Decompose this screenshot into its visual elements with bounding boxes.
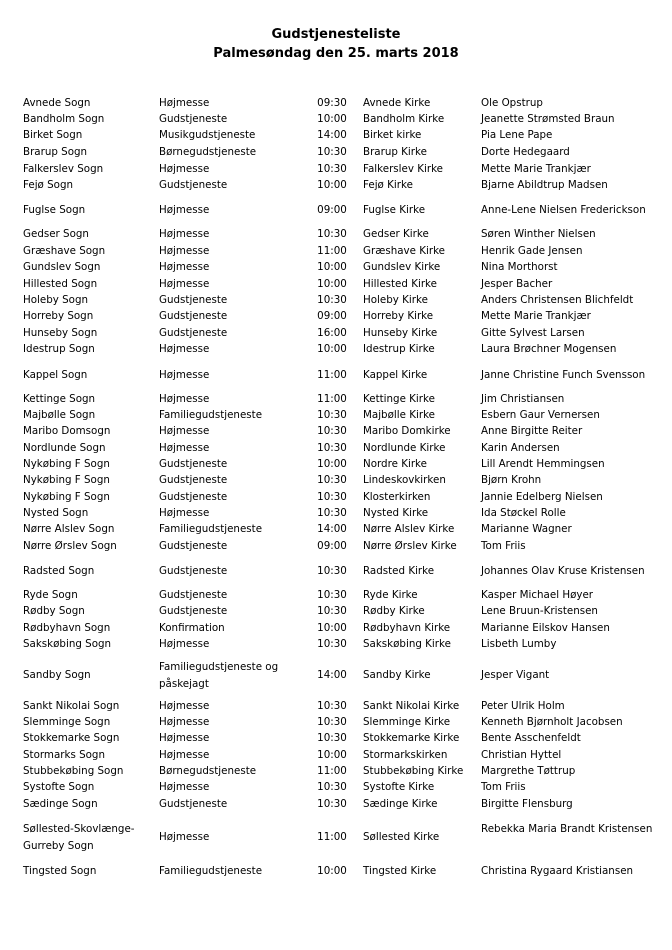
cell-type: Højmesse bbox=[159, 97, 210, 109]
cell-type: Familiegudstjeneste bbox=[159, 409, 263, 421]
cell-sogn: Nykøbing F Sogn bbox=[23, 458, 110, 470]
cell-praest: Jim Christiansen bbox=[481, 393, 565, 405]
cell-kirke: Fuglse Kirke bbox=[363, 204, 426, 216]
cell-praest: Dorte Hedegaard bbox=[481, 146, 570, 158]
cell-praest: Anne Birgitte Reiter bbox=[481, 425, 583, 437]
cell-sogn: Søllested-Skovlænge-Gurreby Sogn bbox=[23, 823, 135, 852]
cell-type: Højmesse bbox=[159, 700, 210, 712]
cell-sogn: Rødby Sogn bbox=[23, 605, 85, 617]
cell-kirke: Sandby Kirke bbox=[363, 669, 431, 681]
cell-kirke: Lindeskovkirken bbox=[363, 474, 446, 486]
cell-kirke: Fejø Kirke bbox=[363, 179, 413, 191]
cell-praest: Lene Bruun-Kristensen bbox=[481, 605, 598, 617]
cell-time: 10:30 bbox=[317, 294, 347, 306]
cell-kirke: Avnede Kirke bbox=[363, 97, 431, 109]
cell-praest: Pia Lene Pape bbox=[481, 129, 553, 141]
cell-time: 11:00 bbox=[317, 831, 347, 843]
cell-praest: Jeanette Strømsted Braun bbox=[481, 113, 615, 125]
cell-time: 10:30 bbox=[317, 507, 347, 519]
cell-kirke: Radsted Kirke bbox=[363, 565, 435, 577]
cell-time: 10:30 bbox=[317, 732, 347, 744]
cell-type: Familiegudstjeneste og påskejagt bbox=[159, 661, 279, 690]
cell-type: Højmesse bbox=[159, 507, 210, 519]
cell-time: 10:00 bbox=[317, 865, 347, 877]
cell-praest: Rebekka Maria Brandt Kristensen bbox=[481, 823, 653, 835]
cell-time: 09:00 bbox=[317, 204, 347, 216]
cell-time: 10:30 bbox=[317, 409, 347, 421]
cell-praest: Anders Christensen Blichfeldt bbox=[481, 294, 634, 306]
cell-sogn: Tingsted Sogn bbox=[23, 865, 97, 877]
cell-kirke: Nordre Kirke bbox=[363, 458, 427, 470]
cell-type: Højmesse bbox=[159, 343, 210, 355]
cell-praest: Bjørn Krohn bbox=[481, 474, 542, 486]
cell-kirke: Birket kirke bbox=[363, 129, 422, 141]
cell-type: Højmesse bbox=[159, 369, 210, 381]
cell-time: 10:00 bbox=[317, 261, 347, 273]
cell-kirke: Stormarkskirken bbox=[363, 749, 448, 761]
cell-sogn: Avnede Sogn bbox=[23, 97, 91, 109]
cell-kirke: Klosterkirken bbox=[363, 491, 431, 503]
cell-kirke: Brarup Kirke bbox=[363, 146, 427, 158]
cell-time: 10:30 bbox=[317, 605, 347, 617]
cell-sogn: Birket Sogn bbox=[23, 129, 83, 141]
cell-praest: Mette Marie Trankjær bbox=[481, 163, 591, 175]
cell-time: 14:00 bbox=[317, 129, 347, 141]
cell-time: 14:00 bbox=[317, 523, 347, 535]
cell-praest: Anne-Lene Nielsen Frederickson bbox=[481, 204, 646, 216]
cell-type: Børnegudstjeneste bbox=[159, 765, 257, 777]
cell-sogn: Nørre Ørslev Sogn bbox=[23, 540, 117, 552]
page-title: Gudstjenesteliste bbox=[271, 27, 401, 42]
cell-kirke: Bandholm Kirke bbox=[363, 113, 445, 125]
cell-type: Musikgudstjeneste bbox=[159, 129, 256, 141]
cell-type: Gudstjeneste bbox=[159, 589, 228, 601]
cell-kirke: Græshave Kirke bbox=[363, 245, 446, 257]
cell-sogn: Falkerslev Sogn bbox=[23, 163, 104, 175]
cell-sogn: Sakskøbing Sogn bbox=[23, 638, 112, 650]
cell-sogn: Nørre Alslev Sogn bbox=[23, 523, 115, 535]
cell-type: Gudstjeneste bbox=[159, 798, 228, 810]
cell-type: Højmesse bbox=[159, 638, 210, 650]
cell-sogn: Bandholm Sogn bbox=[23, 113, 105, 125]
cell-time: 10:00 bbox=[317, 458, 347, 470]
cell-kirke: Kappel Kirke bbox=[363, 369, 428, 381]
cell-time: 10:30 bbox=[317, 565, 347, 577]
cell-type: Gudstjeneste bbox=[159, 113, 228, 125]
cell-praest: Johannes Olav Kruse Kristensen bbox=[481, 565, 645, 577]
cell-kirke: Maribo Domkirke bbox=[363, 425, 451, 437]
cell-type: Børnegudstjeneste bbox=[159, 146, 257, 158]
cell-praest: Ida Støckel Rolle bbox=[481, 507, 566, 519]
cell-type: Højmesse bbox=[159, 716, 210, 728]
cell-type: Gudstjeneste bbox=[159, 474, 228, 486]
cell-kirke: Sankt Nikolai Kirke bbox=[363, 700, 460, 712]
cell-type: Gudstjeneste bbox=[159, 179, 228, 191]
cell-type: Højmesse bbox=[159, 732, 210, 744]
cell-praest: Henrik Gade Jensen bbox=[481, 245, 583, 257]
cell-sogn: Sankt Nikolai Sogn bbox=[23, 700, 120, 712]
cell-type: Gudstjeneste bbox=[159, 565, 228, 577]
cell-time: 16:00 bbox=[317, 327, 347, 339]
cell-type: Gudstjeneste bbox=[159, 294, 228, 306]
cell-sogn: Systofte Sogn bbox=[23, 781, 95, 793]
cell-sogn: Fuglse Sogn bbox=[23, 204, 86, 216]
cell-praest: Bjarne Abildtrup Madsen bbox=[481, 179, 608, 191]
cell-sogn: Nysted Sogn bbox=[23, 507, 89, 519]
cell-sogn: Hillested Sogn bbox=[23, 278, 98, 290]
cell-kirke: Nordlunde Kirke bbox=[363, 442, 446, 454]
cell-sogn: Majbølle Sogn bbox=[23, 409, 96, 421]
cell-time: 09:00 bbox=[317, 310, 347, 322]
cell-praest: Lill Arendt Hemmingsen bbox=[481, 458, 605, 470]
cell-time: 10:30 bbox=[317, 781, 347, 793]
cell-praest: Tom Friis bbox=[481, 781, 526, 793]
cell-sogn: Hunseby Sogn bbox=[23, 327, 98, 339]
cell-praest: Lisbeth Lumby bbox=[481, 638, 557, 650]
cell-sogn: Gundslev Sogn bbox=[23, 261, 101, 273]
cell-time: 09:00 bbox=[317, 540, 347, 552]
cell-praest: Laura Brøchner Mogensen bbox=[481, 343, 617, 355]
cell-type: Højmesse bbox=[159, 831, 210, 843]
cell-sogn: Nykøbing F Sogn bbox=[23, 474, 110, 486]
cell-sogn: Stokkemarke Sogn bbox=[23, 732, 120, 744]
cell-type: Højmesse bbox=[159, 781, 210, 793]
cell-time: 10:30 bbox=[317, 425, 347, 437]
cell-type: Gudstjeneste bbox=[159, 310, 228, 322]
cell-kirke: Horreby Kirke bbox=[363, 310, 434, 322]
cell-kirke: Nysted Kirke bbox=[363, 507, 429, 519]
cell-type: Gudstjeneste bbox=[159, 491, 228, 503]
cell-kirke: Rødby Kirke bbox=[363, 605, 425, 617]
cell-kirke: Stubbekøbing Kirke bbox=[363, 765, 464, 777]
cell-praest: Marianne Wagner bbox=[481, 523, 572, 535]
cell-praest: Margrethe Tøttrup bbox=[481, 765, 576, 777]
cell-type: Højmesse bbox=[159, 749, 210, 761]
cell-time: 11:00 bbox=[317, 765, 347, 777]
cell-sogn: Sædinge Sogn bbox=[23, 798, 98, 810]
cell-type: Højmesse bbox=[159, 163, 210, 175]
cell-sogn: Nykøbing F Sogn bbox=[23, 491, 110, 503]
cell-sogn: Slemminge Sogn bbox=[23, 716, 111, 728]
cell-type: Familiegudstjeneste bbox=[159, 523, 263, 535]
cell-time: 09:30 bbox=[317, 97, 347, 109]
cell-time: 10:30 bbox=[317, 589, 347, 601]
cell-time: 10:00 bbox=[317, 749, 347, 761]
cell-type: Højmesse bbox=[159, 245, 210, 257]
cell-time: 11:00 bbox=[317, 393, 347, 405]
cell-type: Højmesse bbox=[159, 425, 210, 437]
cell-praest: Peter Ulrik Holm bbox=[481, 700, 565, 712]
cell-time: 10:30 bbox=[317, 798, 347, 810]
cell-kirke: Hunseby Kirke bbox=[363, 327, 438, 339]
cell-time: 11:00 bbox=[317, 369, 347, 381]
cell-kirke: Sakskøbing Kirke bbox=[363, 638, 451, 650]
cell-sogn: Sandby Sogn bbox=[23, 669, 91, 681]
cell-praest: Karin Andersen bbox=[481, 442, 560, 454]
cell-kirke: Gundslev Kirke bbox=[363, 261, 441, 273]
cell-sogn: Græshave Sogn bbox=[23, 245, 106, 257]
cell-type: Højmesse bbox=[159, 261, 210, 273]
cell-time: 10:30 bbox=[317, 700, 347, 712]
cell-kirke: Nørre Alslev Kirke bbox=[363, 523, 455, 535]
cell-kirke: Idestrup Kirke bbox=[363, 343, 435, 355]
cell-sogn: Stubbekøbing Sogn bbox=[23, 765, 124, 777]
cell-sogn: Holeby Sogn bbox=[23, 294, 89, 306]
cell-time: 10:00 bbox=[317, 179, 347, 191]
cell-kirke: Stokkemarke Kirke bbox=[363, 732, 460, 744]
cell-sogn: Ryde Sogn bbox=[23, 589, 78, 601]
cell-praest: Jesper Vigant bbox=[481, 669, 550, 681]
cell-praest: Søren Winther Nielsen bbox=[481, 228, 596, 240]
cell-type: Gudstjeneste bbox=[159, 458, 228, 470]
cell-kirke: Hillested Kirke bbox=[363, 278, 437, 290]
cell-praest: Ole Opstrup bbox=[481, 97, 543, 109]
cell-kirke: Gedser Kirke bbox=[363, 228, 429, 240]
cell-kirke: Majbølle Kirke bbox=[363, 409, 435, 421]
cell-kirke: Kettinge Kirke bbox=[363, 393, 435, 405]
cell-praest: Nina Morthorst bbox=[481, 261, 558, 273]
cell-time: 14:00 bbox=[317, 669, 347, 681]
cell-praest: Kasper Michael Høyer bbox=[481, 589, 594, 601]
cell-sogn: Radsted Sogn bbox=[23, 565, 95, 577]
cell-praest: Janne Christine Funch Svensson bbox=[481, 369, 646, 381]
cell-time: 10:00 bbox=[317, 622, 347, 634]
cell-time: 10:30 bbox=[317, 491, 347, 503]
cell-sogn: Horreby Sogn bbox=[23, 310, 94, 322]
cell-kirke: Holeby Kirke bbox=[363, 294, 428, 306]
cell-kirke: Ryde Kirke bbox=[363, 589, 418, 601]
cell-time: 10:30 bbox=[317, 474, 347, 486]
cell-kirke: Tingsted Kirke bbox=[363, 865, 437, 877]
cell-time: 10:30 bbox=[317, 716, 347, 728]
cell-time: 10:00 bbox=[317, 343, 347, 355]
cell-kirke: Rødbyhavn Kirke bbox=[363, 622, 451, 634]
cell-sogn: Rødbyhavn Sogn bbox=[23, 622, 111, 634]
cell-time: 10:30 bbox=[317, 442, 347, 454]
cell-type: Højmesse bbox=[159, 442, 210, 454]
cell-type: Højmesse bbox=[159, 228, 210, 240]
cell-type: Gudstjeneste bbox=[159, 327, 228, 339]
cell-sogn: Nordlunde Sogn bbox=[23, 442, 106, 454]
cell-time: 10:30 bbox=[317, 163, 347, 175]
cell-type: Højmesse bbox=[159, 204, 210, 216]
cell-kirke: Nørre Ørslev Kirke bbox=[363, 540, 457, 552]
cell-praest: Bente Asschenfeldt bbox=[481, 732, 581, 744]
cell-sogn: Idestrup Sogn bbox=[23, 343, 95, 355]
cell-praest: Tom Friis bbox=[481, 540, 526, 552]
cell-kirke: Slemminge Kirke bbox=[363, 716, 451, 728]
cell-type: Højmesse bbox=[159, 278, 210, 290]
cell-type: Konfirmation bbox=[159, 622, 225, 634]
cell-kirke: Sædinge Kirke bbox=[363, 798, 438, 810]
cell-sogn: Fejø Sogn bbox=[23, 179, 74, 191]
cell-time: 10:00 bbox=[317, 278, 347, 290]
cell-praest: Jesper Bacher bbox=[481, 278, 553, 290]
cell-praest: Kenneth Bjørnholt Jacobsen bbox=[481, 716, 623, 728]
cell-sogn: Gedser Sogn bbox=[23, 228, 89, 240]
cell-sogn: Stormarks Sogn bbox=[23, 749, 105, 761]
cell-praest: Christian Hyttel bbox=[481, 749, 562, 761]
cell-time: 10:00 bbox=[317, 113, 347, 125]
cell-type: Højmesse bbox=[159, 393, 210, 405]
cell-time: 10:30 bbox=[317, 638, 347, 650]
cell-sogn: Brarup Sogn bbox=[23, 146, 88, 158]
cell-sogn: Kettinge Sogn bbox=[23, 393, 96, 405]
cell-type: Gudstjeneste bbox=[159, 605, 228, 617]
cell-kirke: Søllested Kirke bbox=[363, 831, 440, 843]
cell-type: Gudstjeneste bbox=[159, 540, 228, 552]
cell-sogn: Maribo Domsogn bbox=[23, 425, 111, 437]
cell-praest: Esbern Gaur Vernersen bbox=[481, 409, 600, 421]
cell-praest: Mette Marie Trankjær bbox=[481, 310, 591, 322]
cell-time: 10:30 bbox=[317, 146, 347, 158]
cell-praest: Jannie Edelberg Nielsen bbox=[481, 491, 603, 503]
cell-praest: Christina Rygaard Kristiansen bbox=[481, 865, 634, 877]
cell-praest: Marianne Eilskov Hansen bbox=[481, 622, 610, 634]
cell-kirke: Falkerslev Kirke bbox=[363, 163, 444, 175]
cell-time: 10:30 bbox=[317, 228, 347, 240]
cell-sogn: Kappel Sogn bbox=[23, 369, 88, 381]
cell-praest: Gitte Sylvest Larsen bbox=[481, 327, 585, 339]
cell-kirke: Systofte Kirke bbox=[363, 781, 435, 793]
cell-time: 11:00 bbox=[317, 245, 347, 257]
page-subtitle: Palmesøndag den 25. marts 2018 bbox=[213, 46, 459, 61]
cell-type: Familiegudstjeneste bbox=[159, 865, 263, 877]
cell-praest: Birgitte Flensburg bbox=[481, 798, 573, 810]
